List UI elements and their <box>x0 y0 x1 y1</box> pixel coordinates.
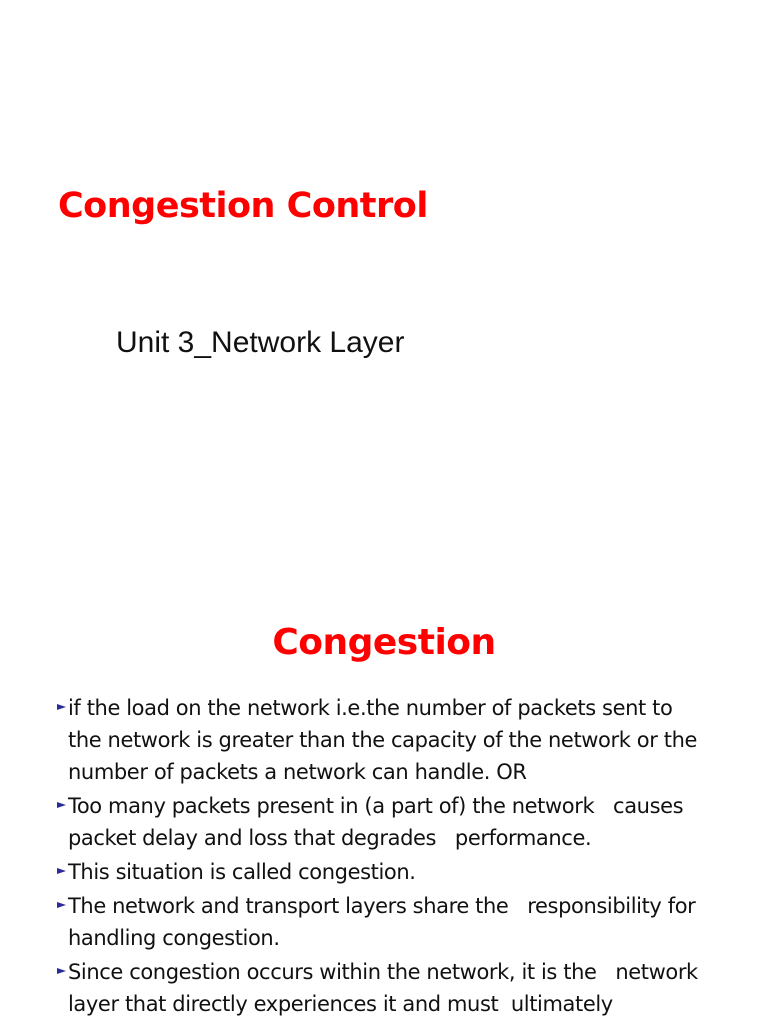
slide-title: Congestion Control <box>58 186 428 226</box>
triangle-right-icon <box>57 868 66 874</box>
triangle-right-icon <box>57 802 66 808</box>
bullet-item <box>57 890 757 954</box>
bullet-line: layer that directly experiences it and must ultimately <box>68 992 613 1016</box>
triangle-right-icon <box>57 902 66 908</box>
bullet-line: packet delay and loss that degrades performance. <box>68 826 592 850</box>
bullet-line: This situation is called congestion. <box>68 860 416 884</box>
bullet-text <box>68 856 757 888</box>
bullet-text <box>68 790 757 854</box>
bullet-item <box>57 692 757 788</box>
bullet-line: the network is greater than the capacity of the network or the <box>68 728 697 752</box>
slide-subtitle: Unit 3_Network Layer <box>116 326 405 359</box>
bullet-item <box>57 790 757 854</box>
bullet-text <box>68 956 757 1020</box>
triangle-right-icon <box>57 704 66 710</box>
bullet-line: Too many packets present in (a part of) the network causes <box>68 794 684 818</box>
bullet-item <box>57 956 757 1020</box>
bullet-text <box>68 890 757 954</box>
bullet-line: The network and transport layers share the responsibility for <box>68 894 696 918</box>
bullet-text <box>68 692 757 788</box>
section-heading: Congestion <box>272 622 496 663</box>
bullet-line: Since congestion occurs within the network, it is the network <box>68 960 698 984</box>
bullet-line: number of packets a network can handle. OR <box>68 760 527 784</box>
triangle-right-icon <box>57 968 66 974</box>
bullet-item <box>57 856 757 888</box>
bullet-list <box>57 692 757 1022</box>
bullet-line: handling congestion. <box>68 926 280 950</box>
bullet-line: if the load on the network i.e.the number of packets sent to <box>68 696 673 720</box>
